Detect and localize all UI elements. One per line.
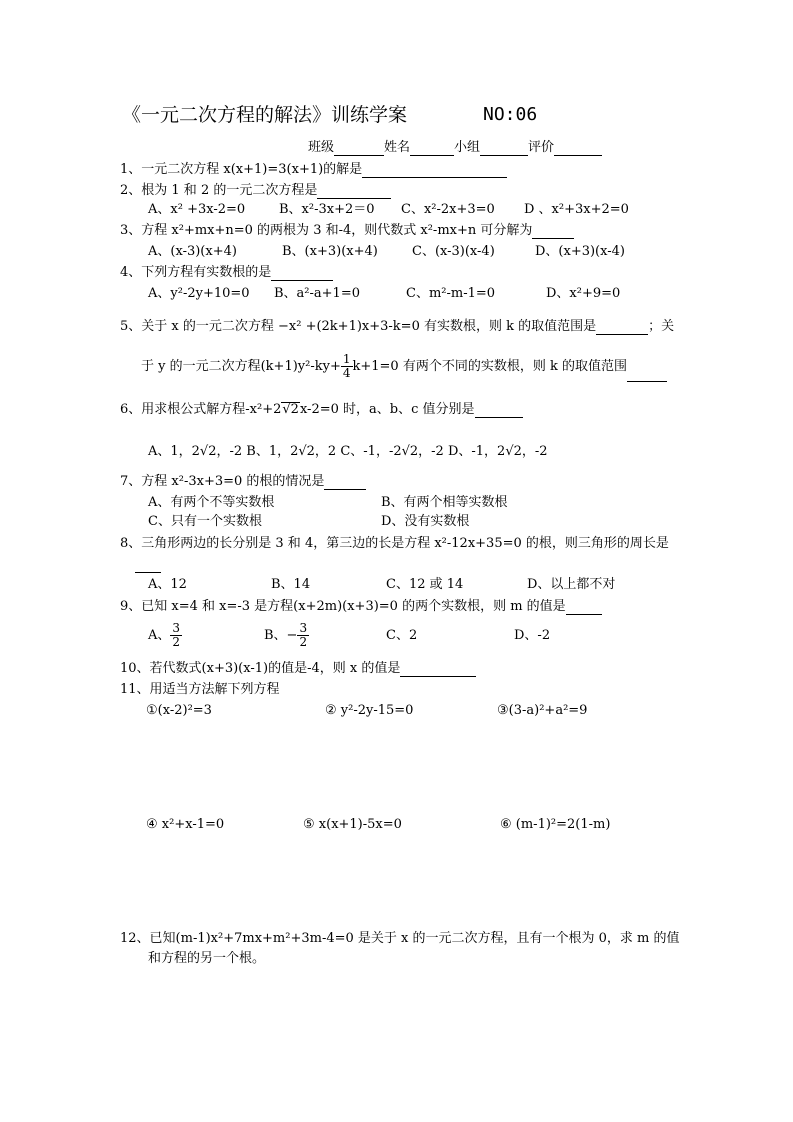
name-blank[interactable] [410,142,454,156]
fraction [297,622,309,649]
q8-answer-line [135,557,161,573]
answer-blank[interactable] [596,321,648,335]
group-label: 小组 [454,140,481,155]
q11-equation-4: ④ x²+x-1=0 [146,817,225,832]
q6-options[interactable]: A、1，2√2，-2 B、1，2√2，2 C、-1，-2√2，-2 D、-1，2√2，-2 [148,444,548,459]
group-blank[interactable] [480,142,528,156]
q3-option-c[interactable]: C、(x-3)(x-4) [412,244,495,259]
question-4 [120,265,333,281]
q4-option-c[interactable]: C、m²-m-1=0 [406,286,496,301]
answer-blank[interactable] [362,164,507,178]
q9-option-d[interactable]: D、-2 [514,628,551,643]
class-label: 班级 [308,140,335,155]
question-5-text-d: k+1=0 有两个不同的实数根，则 k 的取值范围 [352,359,627,374]
question-1-text: 1、一元二次方程 x(x+1)=3(x+1)的解是 [120,162,363,177]
sqrt-symbol: √2 [282,402,299,417]
answer-blank[interactable] [317,185,391,199]
question-8: 8、三角形两边的长分别是 3 和 4，第三边的长是方程 x²-12x+35=0 的根，则三角形的周长是 [120,536,669,551]
answer-blank[interactable] [400,663,476,677]
question-3 [120,223,574,239]
q7-option-c[interactable]: C、只有一个实数根 [148,514,262,529]
question-10 [120,661,476,677]
fraction [170,622,182,649]
option-label: B、− [264,628,298,643]
q9-option-a[interactable] [148,619,182,653]
question-3-text: 3、方程 x²+mx+n=0 的两根为 3 和-4，则代数式 x²-mx+n 可分解为 [120,223,533,238]
q2-option-c[interactable]: C、x²-2x+3=0 [401,202,495,217]
q3-option-d[interactable]: D、(x+3)(x-4) [535,244,625,259]
question-5-text-a: 5、关于 x 的一元二次方程 −x² +(2k+1)x+3-k=0 有实数根，则 k 的取值范围是 [120,319,597,334]
question-6-text-a: 6、用求根公式解方程-x²+2 [120,402,282,417]
eval-blank[interactable] [554,142,602,156]
class-blank[interactable] [334,142,384,156]
question-2-text: 2、根为 1 和 2 的一元二次方程是 [120,183,318,198]
q7-option-a[interactable]: A、有两个不等实数根 [148,495,275,510]
denominator: 2 [172,635,181,649]
q4-option-a[interactable]: A、y²-2y+10=0 [148,286,250,301]
name-label: 姓名 [384,140,411,155]
answer-blank[interactable] [135,559,161,573]
question-11: 11、用适当方法解下列方程 [120,682,280,697]
q11-equation-5: ⑤ x(x+1)-5x=0 [303,817,402,832]
eval-label: 评价 [528,140,555,155]
q8-option-c[interactable]: C、12 或 14 [386,577,464,592]
question-5-text-c: 于 y 的一元二次方程(k+1)y²-ky+ [141,359,341,374]
denominator: 4 [342,366,351,380]
question-10-text: 10、若代数式(x+3)(x-1)的值是-4，则 x 的值是 [120,661,401,676]
q3-option-a[interactable]: A、(x-3)(x+4) [148,244,237,259]
page-title: 《一元二次方程的解法》训练学案 [122,104,408,126]
question-5-line-2 [141,352,667,382]
q8-option-a[interactable]: A、12 [148,577,187,592]
question-12-line-2: 和方程的另一个根。 [148,951,266,966]
q11-equation-2: ② y²-2y-15=0 [325,703,414,718]
sqrt-value: 2 [290,402,299,417]
q9-option-c[interactable]: C、2 [386,628,418,643]
answer-blank[interactable] [324,476,366,490]
question-4-text: 4、下列方程有实数根的是 [120,265,272,280]
question-12-line-1: 12、已知(m-1)x²+7mx+m²+3m-4=0 是关于 x 的一元二次方程，且有一个根为 0，求 m 的值 [120,931,680,946]
numerator: 3 [172,621,181,635]
q7-option-d[interactable]: D、没有实数根 [381,514,470,529]
denominator: 2 [299,635,308,649]
q3-option-b[interactable]: B、(x+3)(x+4) [282,244,378,259]
answer-blank[interactable] [566,601,602,615]
numerator: 1 [342,352,351,366]
question-7 [120,474,366,490]
fraction [341,353,353,380]
q11-equation-6: ⑥ (m-1)²=2(1-m) [500,817,611,832]
question-1 [120,162,507,178]
answer-blank[interactable] [627,368,667,382]
student-info [308,140,602,156]
q9-option-b[interactable] [264,619,309,653]
q8-option-d[interactable]: D、以上都不对 [527,577,616,592]
question-9-text: 9、已知 x=4 和 x=-3 是方程(x+2m)(x+3)=0 的两个实数根，则 m 的值是 [120,599,566,614]
question-5-line-1 [120,319,674,335]
question-2 [120,183,391,199]
question-6-text-b: x-2=0 时，a、b、c 值分别是 [299,402,475,417]
option-label: A、 [148,628,171,643]
answer-blank[interactable] [532,225,574,239]
question-5-text-b: ；关 [648,319,675,334]
q2-option-b[interactable]: B、x²-3x+2＝0 [279,202,375,217]
question-6 [120,402,523,418]
worksheet-number: NO:06 [483,104,538,125]
q7-option-b[interactable]: B、有两个相等实数根 [381,495,508,510]
q2-option-a[interactable]: A、x² +3x-2=0 [148,202,246,217]
answer-blank[interactable] [271,267,333,281]
q2-option-d[interactable]: D 、x²+3x+2=0 [524,202,629,217]
q4-option-d[interactable]: D、x²+9=0 [546,286,621,301]
q8-option-b[interactable]: B、14 [271,577,311,592]
answer-blank[interactable] [475,404,523,418]
q11-equation-1: ①(x-2)²=3 [146,703,212,718]
question-9 [120,599,602,615]
q4-option-b[interactable]: B、a²-a+1=0 [274,286,360,301]
q11-equation-3: ③(3-a)²+a²=9 [497,703,588,718]
question-7-text: 7、方程 x²-3x+3=0 的根的情况是 [120,474,325,489]
numerator: 3 [299,621,308,635]
